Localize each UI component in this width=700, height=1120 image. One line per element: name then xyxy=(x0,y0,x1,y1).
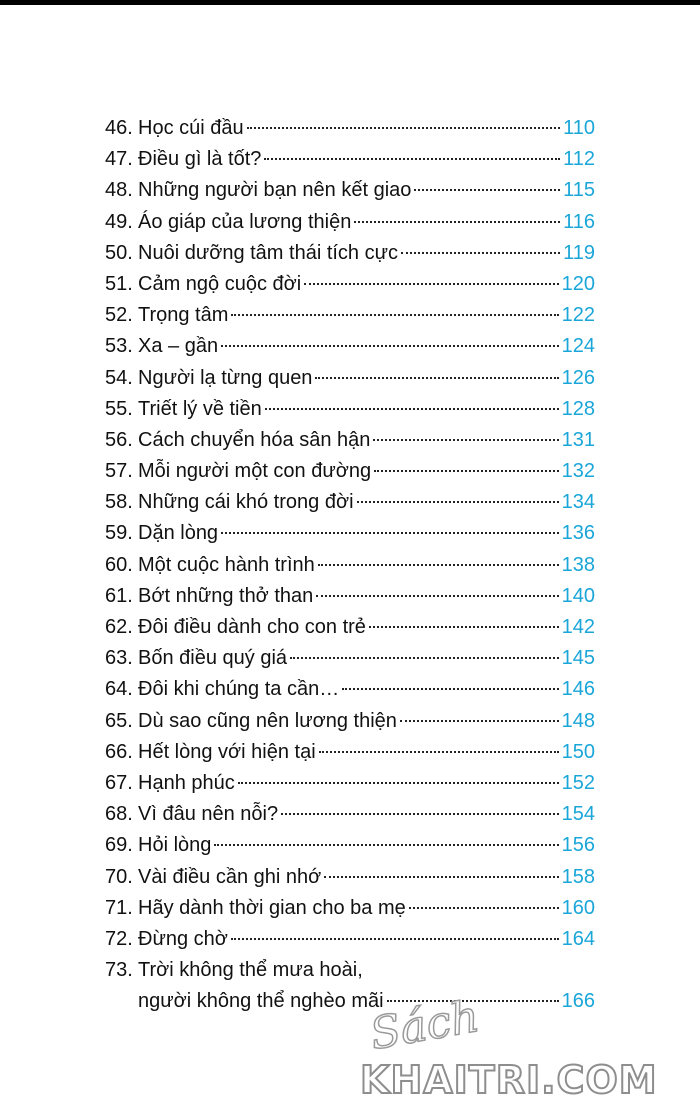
toc-entry-page: 134 xyxy=(561,491,595,514)
dot-leader xyxy=(373,437,558,441)
toc-entry-page: 158 xyxy=(561,865,595,888)
toc-entry-number: 65. xyxy=(105,709,133,732)
toc-entry-number: 52. xyxy=(105,304,133,327)
toc-entry-page: 148 xyxy=(561,709,595,732)
toc-entry[interactable] xyxy=(105,830,595,861)
toc-entry[interactable] xyxy=(105,300,595,331)
toc-entry[interactable] xyxy=(105,518,595,549)
khaitri-watermark xyxy=(360,990,690,1110)
toc-entry[interactable] xyxy=(105,175,595,206)
toc-entry-page: 128 xyxy=(561,397,595,420)
toc-entry-page: 164 xyxy=(561,927,595,950)
dot-leader xyxy=(374,468,559,472)
toc-entry[interactable] xyxy=(105,425,595,456)
toc-entry-title: Dù sao cũng nên lương thiện xyxy=(138,709,397,732)
toc-entry-page: 119 xyxy=(563,241,595,264)
table-of-contents xyxy=(105,113,595,1017)
toc-entry-page: 120 xyxy=(561,272,595,295)
dot-leader xyxy=(342,686,558,690)
toc-entry-page: 160 xyxy=(561,896,595,919)
toc-entry-title-line2: người không thể nghèo mãi xyxy=(138,990,384,1013)
toc-entry-number: 72. xyxy=(105,927,133,950)
toc-entry-page: 124 xyxy=(561,335,595,358)
toc-entry-title: Đôi khi chúng ta cần… xyxy=(138,678,340,701)
toc-entry-page: 145 xyxy=(561,647,595,670)
toc-entry-page: 110 xyxy=(563,117,595,139)
toc-entry[interactable] xyxy=(105,674,595,705)
toc-entry-title: Hết lòng với hiện tại xyxy=(138,740,316,763)
dot-leader xyxy=(214,842,558,846)
toc-entry-page: 116 xyxy=(563,210,595,233)
toc-entry-number: 57. xyxy=(105,460,133,483)
toc-entry[interactable] xyxy=(105,456,595,487)
toc-entry-number: 48. xyxy=(105,179,133,202)
toc-entry-page: 136 xyxy=(561,522,595,545)
toc-entry-number: 47. xyxy=(105,148,133,171)
dot-leader xyxy=(281,811,559,815)
dot-leader xyxy=(290,655,559,659)
toc-entry[interactable] xyxy=(105,924,595,955)
watermark-brand: KHAITRI.COM xyxy=(360,1058,658,1102)
toc-entry-title-line1: Trời không thể mưa hoài, xyxy=(138,959,363,982)
toc-entry[interactable] xyxy=(105,706,595,737)
toc-entry-number: 56. xyxy=(105,428,133,451)
toc-entry[interactable] xyxy=(105,394,595,425)
dot-leader xyxy=(316,593,558,597)
toc-entry-page: 156 xyxy=(561,834,595,857)
dot-leader xyxy=(221,343,559,347)
dot-leader xyxy=(315,375,558,379)
dot-leader xyxy=(238,780,559,784)
dot-leader xyxy=(265,406,559,410)
toc-entry[interactable] xyxy=(105,487,595,518)
toc-entry-number: 54. xyxy=(105,366,133,389)
toc-entry-page: 142 xyxy=(561,616,595,638)
dot-leader xyxy=(400,718,559,722)
toc-entry[interactable] xyxy=(105,737,595,768)
toc-entry-number: 46. xyxy=(105,117,133,139)
dot-leader xyxy=(401,250,560,254)
toc-entry-title: Vài điều cần ghi nhớ xyxy=(138,865,322,888)
toc-entry-page: 122 xyxy=(561,304,595,327)
dot-leader xyxy=(231,312,558,316)
toc-entry-title: Điều gì là tốt? xyxy=(138,148,262,171)
toc-entry[interactable] xyxy=(105,363,595,394)
dot-leader xyxy=(409,905,559,909)
toc-entry[interactable] xyxy=(105,238,595,269)
toc-entry-number: 58. xyxy=(105,491,133,514)
toc-entry[interactable] xyxy=(105,550,595,581)
toc-entry[interactable] xyxy=(105,768,595,799)
toc-entry-title: Đôi điều dành cho con trẻ xyxy=(138,616,366,638)
watermark-script: Sách xyxy=(366,990,483,1061)
toc-entry[interactable] xyxy=(105,643,595,674)
toc-entry[interactable] xyxy=(105,269,595,300)
toc-entry[interactable] xyxy=(105,113,595,144)
toc-entry-title: Triết lý về tiền xyxy=(138,397,262,420)
toc-entry[interactable] xyxy=(105,581,595,612)
toc-entry-number: 68. xyxy=(105,803,133,826)
toc-entry-title: Nuôi dưỡng tâm thái tích cực xyxy=(138,241,398,264)
toc-entry-title: Cách chuyển hóa sân hận xyxy=(138,428,371,451)
toc-entry-page: 126 xyxy=(561,366,595,389)
toc-entry[interactable] xyxy=(105,799,595,830)
toc-entry-title: Những cái khó trong đời xyxy=(138,491,354,514)
toc-entry-number: 53. xyxy=(105,335,133,358)
toc-entry-page: 154 xyxy=(561,803,595,826)
dot-leader xyxy=(414,187,560,191)
toc-entry-number: 62. xyxy=(105,616,133,638)
toc-entry-title: Mỗi người một con đường xyxy=(138,460,372,483)
toc-entry-page: 140 xyxy=(561,584,595,607)
dot-leader xyxy=(231,936,559,940)
dot-leader xyxy=(319,749,559,753)
toc-entry-title: Áo giáp của lương thiện xyxy=(138,210,352,233)
toc-entry-page: 131 xyxy=(561,428,595,451)
dot-leader xyxy=(354,219,560,223)
toc-entry-page: 150 xyxy=(561,740,595,763)
toc-entry[interactable] xyxy=(105,144,595,175)
toc-entry-number: 50. xyxy=(105,241,133,264)
toc-entry-title: Vì đâu nên nỗi? xyxy=(138,803,279,826)
toc-entry[interactable] xyxy=(105,612,595,643)
toc-entry-number: 64. xyxy=(105,678,133,701)
toc-entry-number: 51. xyxy=(105,272,133,295)
toc-entry-number: 73. xyxy=(105,959,133,982)
toc-entry-title: Cảm ngộ cuộc đời xyxy=(138,272,302,295)
toc-entry-title: Hạnh phúc xyxy=(138,771,235,794)
toc-entry-number: 55. xyxy=(105,397,133,420)
toc-entry-number: 60. xyxy=(105,553,133,576)
toc-entry-page: 166 xyxy=(561,990,595,1013)
dot-leader xyxy=(304,281,558,285)
toc-entry-number: 66. xyxy=(105,740,133,763)
toc-entry-page: 132 xyxy=(561,460,595,483)
dot-leader xyxy=(318,562,559,566)
toc-entry-number: 71. xyxy=(105,896,133,919)
dot-leader xyxy=(369,624,559,628)
toc-entry-number: 70. xyxy=(105,865,133,888)
toc-entry-number: 49. xyxy=(105,210,133,233)
toc-entry-title: Hãy dành thời gian cho ba mẹ xyxy=(138,896,406,919)
toc-entry-title: Một cuộc hành trình xyxy=(138,553,315,576)
dot-leader xyxy=(247,125,560,129)
toc-entry-number: 59. xyxy=(105,522,133,545)
dot-leader xyxy=(264,156,560,160)
toc-entry[interactable] xyxy=(105,207,595,238)
toc-entry-title: Bớt những thở than xyxy=(138,584,314,607)
toc-entry-title: Dặn lòng xyxy=(138,522,219,545)
toc-entry-title: Học cúi đầu xyxy=(138,117,244,139)
toc-entry[interactable] xyxy=(105,862,595,893)
toc-entry-title: Xa – gần xyxy=(138,335,219,358)
dot-leader xyxy=(324,874,558,878)
toc-entry-number: 67. xyxy=(105,771,133,794)
toc-entry-title: Người lạ từng quen xyxy=(138,366,313,389)
toc-entry-title: Hỏi lòng xyxy=(138,834,212,857)
toc-entry-title: Những người bạn nên kết giao xyxy=(138,179,412,202)
toc-entry-page: 138 xyxy=(561,553,595,576)
toc-entry[interactable] xyxy=(105,893,595,924)
toc-entry-page: 152 xyxy=(561,771,595,794)
top-border xyxy=(0,0,700,5)
toc-entry[interactable] xyxy=(105,331,595,362)
toc-entry-title: Bốn điều quý giá xyxy=(138,647,288,670)
toc-entry-title: Trọng tâm xyxy=(138,304,229,327)
toc-entry-page: 146 xyxy=(561,678,595,701)
toc-entry-number: 63. xyxy=(105,647,133,670)
toc-entry-page: 115 xyxy=(563,179,595,202)
dot-leader xyxy=(221,530,559,534)
toc-entry-page: 112 xyxy=(563,148,595,171)
toc-entry-title: Đừng chờ xyxy=(138,927,228,950)
toc-entry-number: 61. xyxy=(105,584,133,607)
toc-entry-number: 69. xyxy=(105,834,133,857)
dot-leader xyxy=(357,499,559,503)
